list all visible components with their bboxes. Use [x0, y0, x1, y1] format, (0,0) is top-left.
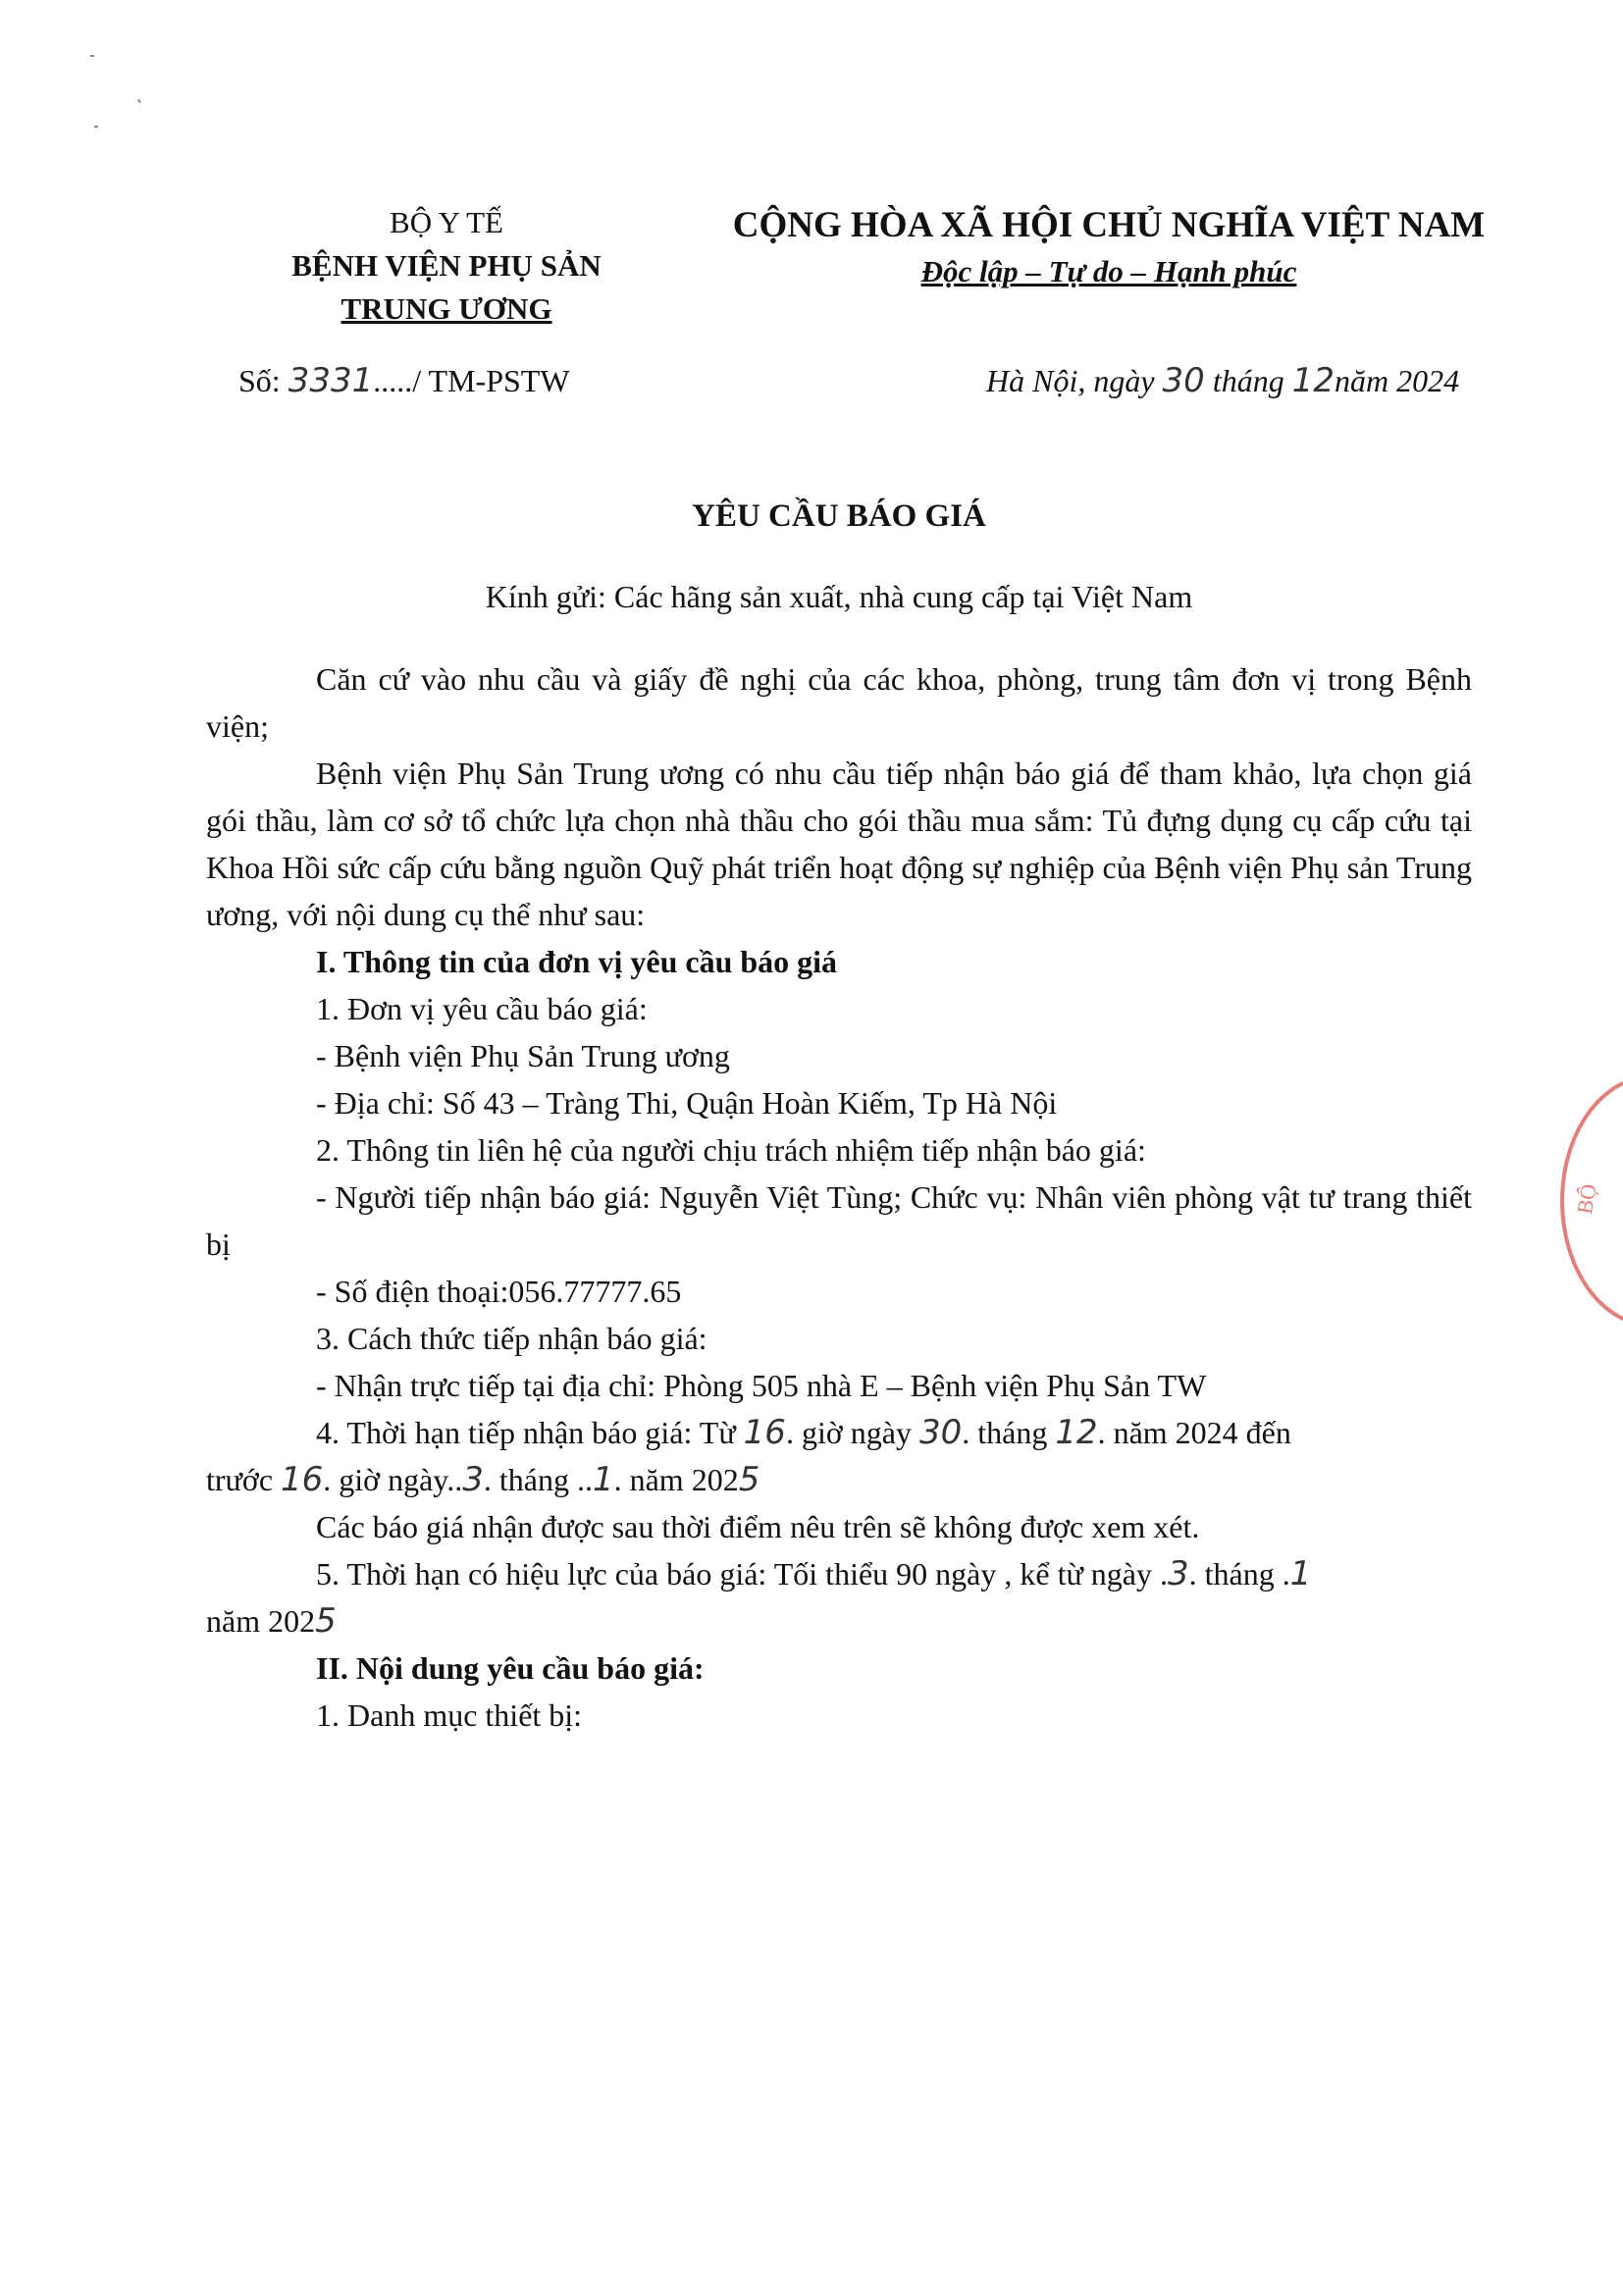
dateline-day: 30	[1162, 361, 1205, 400]
late-quote-note: Các báo giá nhận được sau thời điểm nêu trên sẽ không được xem xét.	[316, 1509, 1200, 1544]
handwritten-month-end: 1	[592, 1460, 614, 1499]
unit-name: - Bệnh viện Phụ Sản Trung ương	[316, 1038, 730, 1073]
reference-handwritten-number: 3331	[288, 361, 374, 400]
scan-speck	[137, 99, 141, 103]
national-motto: Độc lập – Tự do – Hạnh phúc	[920, 254, 1297, 288]
handwritten-year-end: 5	[738, 1460, 760, 1499]
official-stamp	[1560, 1074, 1623, 1328]
hospital-name-line1: BỆNH VIỆN PHỤ SẢN	[291, 248, 602, 283]
text-fragment: . năm 2024 đến	[1097, 1415, 1291, 1450]
paragraph-basis: Căn cứ vào nhu cầu và giấy đề nghị của các khoa, phòng, trung tâm đơn vị trong Bệnh viện;	[206, 661, 1472, 744]
phone-number: - Số điện thoại:056.77777.65	[316, 1274, 682, 1309]
section1-item4-line2	[206, 1456, 1472, 1503]
paragraph-purpose: Bệnh viện Phụ Sản Trung ương có nhu cầu tiếp nhận báo giá để tham khảo, lựa chọn giá gói thầu, làm cơ sở tổ chức lựa chọn nhà thầu cho gói thầu mua sắm: Tủ đựng dụng cụ cấp cứu tại Khoa Hồi sức cấp cứu bằng nguồn Quỹ phát triển hoạt động sự nghiệp của Bệnh viện Phụ sản Trung ương, với nội dung cụ thể như sau:	[206, 756, 1472, 932]
stamp-text: BỘ	[1571, 1181, 1601, 1217]
section1-item1: 1. Đơn vị yêu cầu báo giá:	[316, 991, 648, 1026]
section1-item3: 3. Cách thức tiếp nhận báo giá:	[316, 1321, 707, 1356]
issuer-block	[206, 201, 687, 331]
text-fragment: . giờ ngày..	[323, 1462, 463, 1497]
text-fragment: năm 202	[206, 1603, 316, 1639]
nation-title: CỘNG HÒA XÃ HỘI CHỦ NGHĨA VIỆT NAM	[732, 205, 1486, 245]
section1-item2: 2. Thông tin liên hệ của người chịu trách nhiệm tiếp nhận báo giá:	[316, 1132, 1146, 1168]
receipt-method: - Nhận trực tiếp tại địa chỉ: Phòng 505 nhà E – Bệnh viện Phụ Sản TW	[316, 1368, 1207, 1403]
dateline-month-label: tháng	[1212, 363, 1284, 398]
section1-item5-line1	[206, 1550, 1472, 1597]
text-fragment: . tháng ..	[483, 1462, 593, 1497]
dateline-year: năm 2024	[1334, 363, 1460, 398]
text-fragment: trước	[206, 1462, 274, 1497]
handwritten-day-end: 3	[462, 1460, 484, 1499]
handwritten-month: 12	[1055, 1413, 1098, 1452]
recipient-line: Kính gửi: Các hãng sản xuất, nhà cung cấp tại Việt Nam	[485, 579, 1193, 614]
dateline	[986, 361, 1459, 400]
document-title: YÊU CẦU BÁO GIÁ	[692, 498, 986, 534]
dateline-place: Hà Nội, ngày	[986, 363, 1155, 398]
scan-speck	[90, 55, 94, 57]
scan-speck	[94, 126, 98, 128]
dateline-month: 12	[1291, 361, 1335, 400]
unit-address: - Địa chỉ: Số 43 – Tràng Thi, Quận Hoàn Kiếm, Tp Hà Nội	[316, 1085, 1058, 1121]
text-fragment: 4. Thời hạn tiếp nhận báo giá: Từ	[316, 1415, 736, 1450]
text-fragment: . tháng .	[1188, 1556, 1290, 1592]
reference-number	[238, 361, 570, 400]
section2-heading: II. Nội dung yêu cầu báo giá:	[316, 1650, 705, 1686]
section1-heading: I. Thông tin của đơn vị yêu cầu báo giá	[316, 944, 838, 979]
text-fragment: . tháng	[962, 1415, 1048, 1450]
section1-item5-line2	[206, 1597, 1472, 1644]
text-fragment: . năm 202	[613, 1462, 739, 1497]
handwritten-validity-year: 5	[315, 1601, 337, 1641]
handwritten-day: 30	[918, 1413, 963, 1452]
receiver-info: - Người tiếp nhận báo giá: Nguyễn Việt Tùng; Chức vụ: Nhân viên phòng vật tư trang thiết bị	[206, 1179, 1472, 1262]
text-fragment: . giờ ngày	[785, 1415, 912, 1450]
section1-item4-line1	[206, 1409, 1472, 1456]
ministry-name: BỘ Y TẾ	[390, 205, 503, 239]
handwritten-hour: 16	[743, 1413, 786, 1452]
text-fragment: 5. Thời hạn có hiệu lực của báo giá: Tối thiểu 90 ngày , kể từ ngày .	[316, 1556, 1168, 1592]
reference-prefix: Số:	[238, 363, 281, 398]
reference-suffix: ...../ TM-PSTW	[373, 363, 570, 398]
handwritten-hour-end: 16	[281, 1460, 324, 1499]
hospital-name-line2: TRUNG ƯƠNG	[340, 291, 552, 326]
national-title-block	[692, 201, 1526, 293]
handwritten-validity-month: 1	[1289, 1554, 1312, 1593]
handwritten-validity-day: 3	[1168, 1554, 1189, 1593]
section2-item1: 1. Danh mục thiết bị:	[316, 1697, 583, 1733]
